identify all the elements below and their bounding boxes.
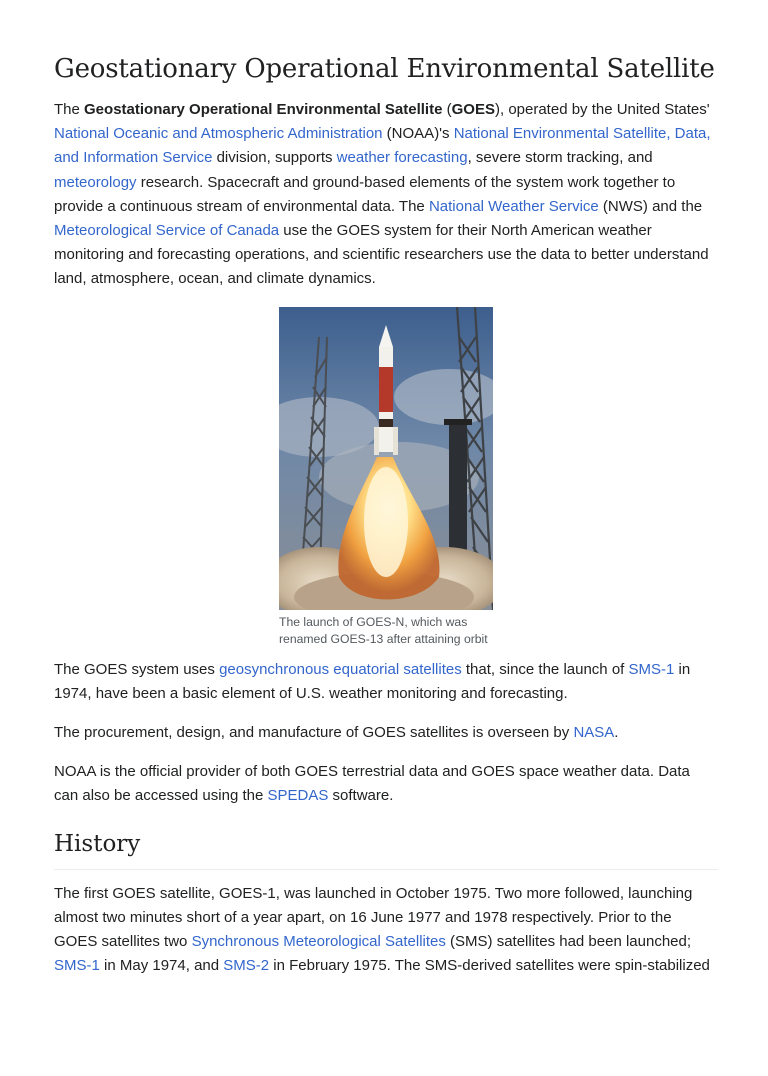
figure-caption: The launch of GOES-N, which was renamed GOES-13 after attaining orbit — [279, 614, 488, 646]
article — [0, 52, 768, 978]
section-heading-history: History — [54, 829, 718, 870]
link-spedas[interactable]: SPEDAS — [267, 787, 329, 805]
page-title: Geostationary Operational Environmental Satellite — [54, 54, 715, 84]
paragraph-procurement: The procurement, design, and manufacture of GOES satellites is overseen by NASA. — [54, 724, 619, 742]
link-sms-1[interactable]: SMS-1 — [628, 660, 675, 678]
link-weather-forecasting[interactable]: weather forecasting — [336, 149, 468, 167]
bold-abbreviation: GOES — [451, 101, 495, 118]
link-meteorology[interactable]: meteorology — [54, 173, 137, 191]
launch-figure — [279, 307, 493, 648]
paragraph-goes-system: The GOES system uses geosynchronous equatorial satellites that, since the launch of SMS-1 in 1974, have been a basic element of U.S. weather monitoring and forecasting. — [54, 660, 691, 702]
paragraph-history: The first GOES satellite, GOES-1, was launched in October 1975. Two more followed, launching almost two minutes short of a year apart, on 16 June 1977 and 1978 respectively. Prior to the GOES satellites two Synchronous Meteorological Satellites (SMS) satellites had been launched; SMS-1 in May 1974, and SMS-2 in February 1975. The SMS-derived satellites were spin-stabilized — [54, 884, 710, 975]
link-sms-1-history[interactable]: SMS-1 — [54, 957, 100, 975]
bold-article-name: Geostationary Operational Environmental Satellite — [84, 101, 443, 118]
intro-paragraph: The Geostationary Operational Environmental Satellite (GOES), operated by the United States' National Oceanic and Atmospheric Administration (NOAA)'s National Environmental Satellite, Data, and Information Service division, supports weather forecasting, severe storm tracking, and meteorology research. Spacecraft and ground-based elements of the system work together to provide a continuous stream of environmental data. The National Weather Service (NWS) and the Meteorological Service of Canada use the GOES system for their North American weather monitoring and forecasting operations, and scientific researchers use the data to better understand land, atmosphere, ocean, and climate dynamics. — [54, 101, 711, 288]
link-meteorological-service-of-canada[interactable]: Meteorological Service of Canada — [54, 222, 280, 240]
link-geosynchronous-satellites[interactable]: geosynchronous equatorial satellites — [219, 660, 462, 678]
link-nesdis[interactable]: National Environmental Satellite, Data, and Information Service — [54, 125, 711, 167]
link-national-weather-service[interactable]: National Weather Service — [428, 197, 599, 215]
link-noaa[interactable]: National Oceanic and Atmospheric Administration — [54, 125, 383, 143]
link-sms-2[interactable]: SMS-2 — [223, 957, 270, 975]
link-nasa[interactable]: NASA — [573, 724, 615, 742]
paragraph-data-provider: NOAA is the official provider of both GOES terrestrial data and GOES space weather data. Data can also be accessed using the SPEDAS software. — [54, 763, 690, 805]
rocket-launch-image[interactable] — [279, 307, 493, 610]
link-synchronous-meteorological-satellites[interactable]: Synchronous Meteorological Satellites — [191, 933, 446, 951]
